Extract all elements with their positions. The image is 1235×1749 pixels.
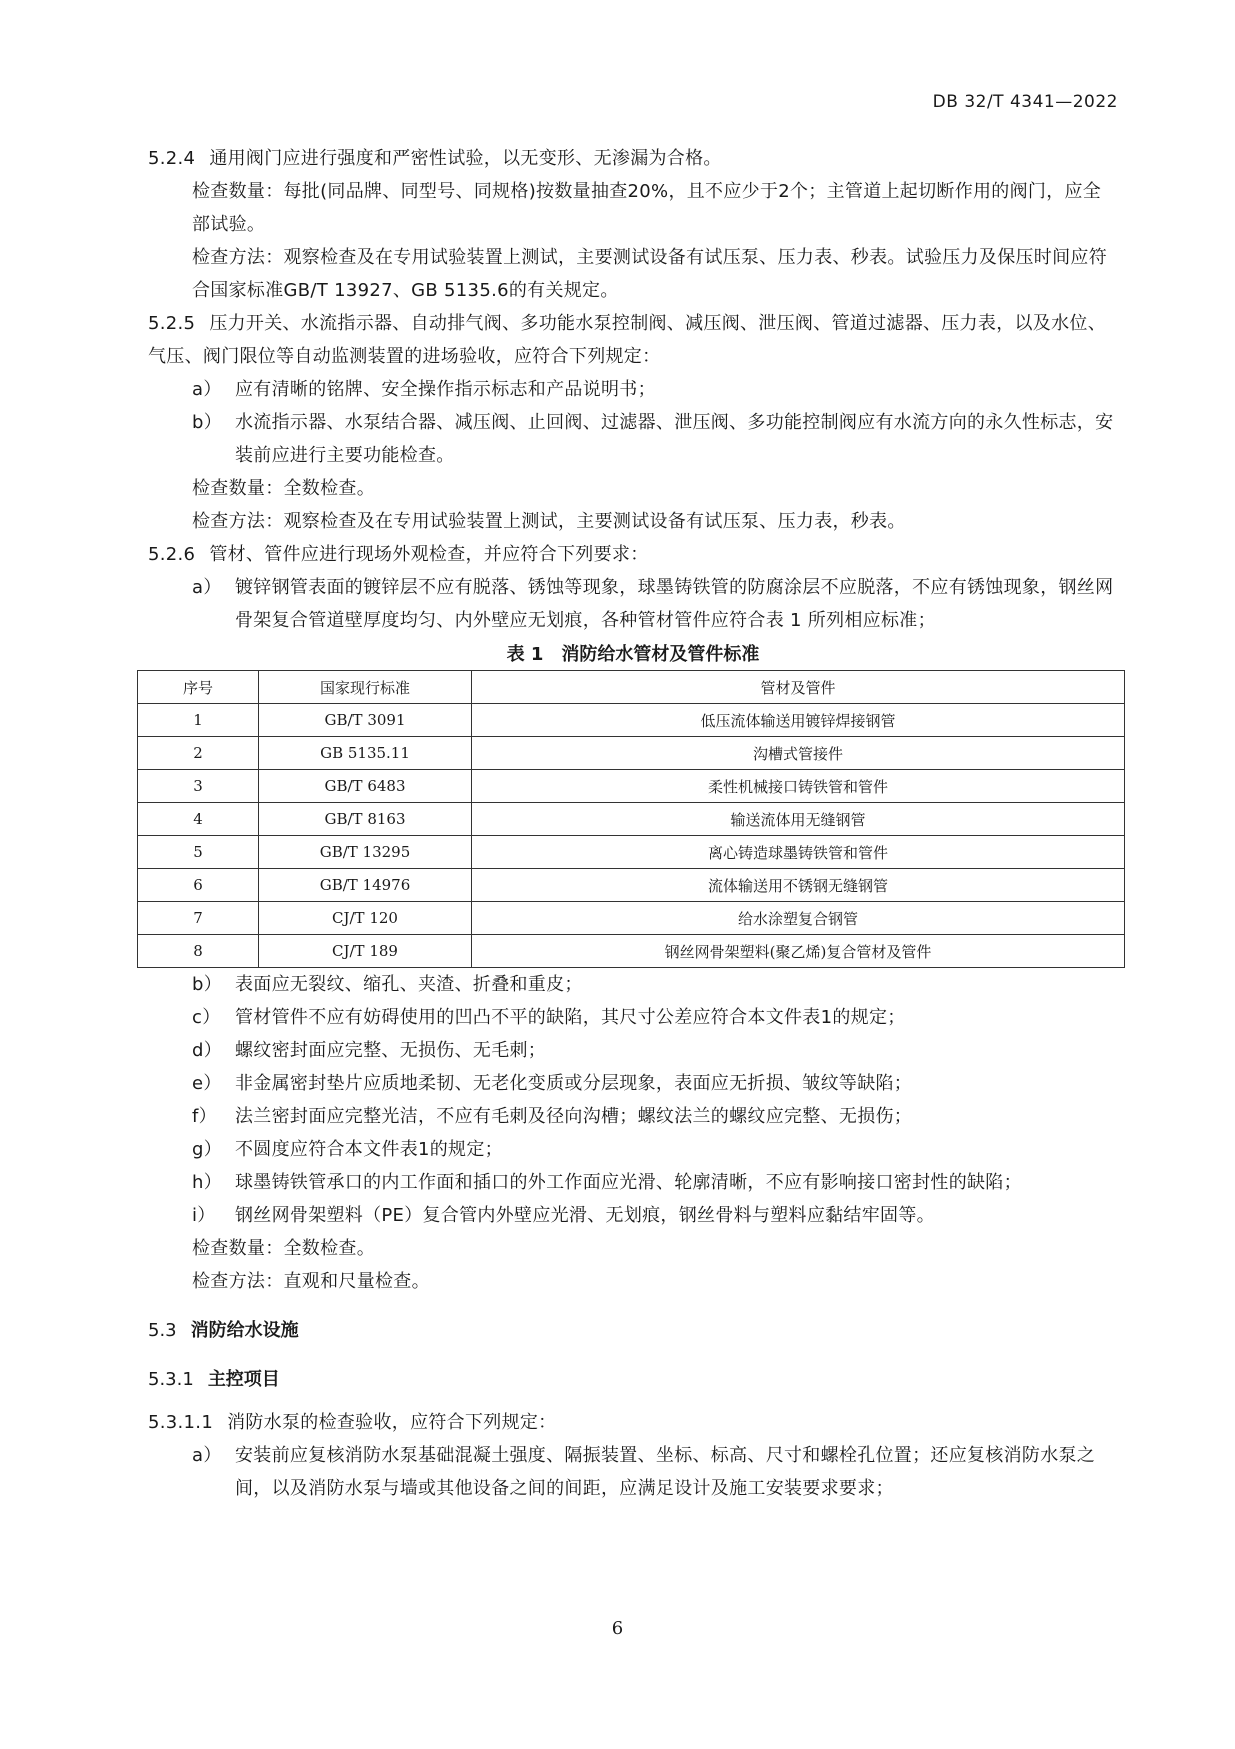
item-label: b）: [192, 412, 223, 433]
cell-standard: GB/T 3091: [259, 704, 472, 737]
table-row: [138, 704, 1125, 737]
cell-standard: GB/T 13295: [259, 836, 472, 869]
cell-index: 8: [138, 935, 259, 968]
cell-standard: GB/T 6483: [259, 770, 472, 803]
section-heading-5-3-1: [148, 1363, 1118, 1396]
item-label: a）: [192, 1445, 222, 1466]
table-row: [138, 737, 1125, 770]
clause-number: 5.3.1.1: [148, 1412, 214, 1433]
clause-number: 5.2.5: [148, 313, 196, 334]
section-title: 消防给水设施: [190, 1320, 299, 1341]
item-text: 安装前应复核消防水泵基础混凝土强度、隔振装置、坐标、标高、尺寸和螺栓孔位置；还应复核消防水泵之间，以及消防水泵与墙或其他设备之间的间距，应满足设计及施工安装要求要求；: [235, 1445, 1096, 1499]
cell-index: 1: [138, 704, 259, 737]
cell-standard: CJ/T 120: [259, 902, 472, 935]
column-header: 管材及管件: [472, 671, 1125, 704]
table-row: [138, 803, 1125, 836]
section-title: 主控项目: [207, 1369, 280, 1390]
item-text: 水流指示器、水泵结合器、减压阀、止回阀、过滤器、泄压阀、多功能控制阀应有水流方向的永久性标志，安装前应进行主要功能检查。: [235, 412, 1114, 466]
clause-text: 通用阀门应进行强度和严密性试验，以无变形、无渗漏为合格。: [209, 148, 722, 169]
clause-text: 消防水泵的检查验收，应符合下列规定：: [227, 1412, 557, 1433]
list-item: [148, 1439, 1118, 1505]
item-label: b）: [192, 974, 223, 995]
clause-number: 5.2.6: [148, 544, 196, 565]
page-content: [148, 142, 1118, 1505]
item-label: d）: [192, 1040, 223, 1061]
list-item: [148, 1001, 1118, 1034]
cell-index: 7: [138, 902, 259, 935]
inspection-quantity: 检查数量：每批(同品牌、同型号、同规格)按数量抽查20%，且不应少于2个；主管道上起切断作用的阀门，应全部试验。: [192, 181, 1102, 235]
column-header: 国家现行标准: [259, 671, 472, 704]
clause-text: 压力开关、水流指示器、自动排气阀、多功能水泵控制阀、减压阀、泄压阀、管道过滤器、压力表，以及水位、气压、阀门限位等自动监测装置的进场验收，应符合下列规定：: [148, 313, 1107, 367]
cell-index: 4: [138, 803, 259, 836]
cell-standard: GB/T 8163: [259, 803, 472, 836]
cell-product: 输送流体用无缝钢管: [472, 803, 1125, 836]
cell-standard: CJ/T 189: [259, 935, 472, 968]
item-text: 非金属密封垫片应质地柔韧、无老化变质或分层现象，表面应无折损、皱纹等缺陷；: [235, 1073, 913, 1094]
cell-product: 给水涂塑复合钢管: [472, 902, 1125, 935]
standards-table: [137, 670, 1125, 968]
page-number: 6: [611, 1618, 624, 1639]
cell-index: 2: [138, 737, 259, 770]
item-label: h）: [192, 1172, 223, 1193]
list-item: [148, 968, 1118, 1001]
inspection-quantity: 检查数量：全数检查。: [192, 478, 375, 499]
cell-product: 流体输送用不锈钢无缝钢管: [472, 869, 1125, 902]
item-label: a）: [192, 379, 222, 400]
cell-standard: GB 5135.11: [259, 737, 472, 770]
clause-number: 5.2.4: [148, 148, 196, 169]
table-header-row: [138, 671, 1125, 704]
item-text: 钢丝网骨架塑料（PE）复合管内外壁应光滑、无划痕，钢丝骨料与塑料应黏结牢固等。: [235, 1205, 935, 1226]
cell-index: 3: [138, 770, 259, 803]
item-text: 表面应无裂纹、缩孔、夹渣、折叠和重皮；: [235, 974, 583, 995]
table-row: [138, 902, 1125, 935]
item-label: f）: [192, 1106, 217, 1127]
list-item: [148, 1067, 1118, 1100]
item-text: 镀锌钢管表面的镀锌层不应有脱落、锈蚀等现象，球墨铸铁管的防腐涂层不应脱落，不应有锈蚀现象，钢丝网骨架复合管道壁厚度均匀、内外壁应无划痕，各种管材管件应符合表 1 所列相应标准；: [235, 577, 1114, 631]
list-item: [148, 1100, 1118, 1133]
cell-index: 5: [138, 836, 259, 869]
item-text: 螺纹密封面应完整、无损伤、无毛刺；: [235, 1040, 547, 1061]
section-number: 5.3.1: [148, 1369, 194, 1390]
item-label: i）: [192, 1205, 216, 1226]
table-row: [138, 869, 1125, 902]
inspection-method: 检查方法：观察检查及在专用试验装置上测试，主要测试设备有试压泵、压力表，秒表。: [192, 511, 906, 532]
list-item: [148, 571, 1118, 637]
cell-product: 低压流体输送用镀锌焊接钢管: [472, 704, 1125, 737]
clause-5-3-1-1: [148, 1406, 1118, 1439]
inspection-method: 检查方法：直观和尺量检查。: [192, 1271, 430, 1292]
item-text: 应有清晰的铭牌、安全操作指示标志和产品说明书；: [235, 379, 656, 400]
cell-product: 沟槽式管接件: [472, 737, 1125, 770]
list-item: [148, 1166, 1118, 1199]
item-text: 管材管件不应有妨碍使用的凹凸不平的缺陷，其尺寸公差应符合本文件表1的规定；: [235, 1007, 906, 1028]
clause-5-2-4: [148, 142, 1118, 175]
cell-product: 离心铸造球墨铸铁管和管件: [472, 836, 1125, 869]
document-code: DB 32/T 4341—2022: [932, 92, 1118, 112]
item-text: 不圆度应符合本文件表1的规定；: [235, 1139, 503, 1160]
clause-5-2-6: [148, 538, 1118, 571]
column-header: 序号: [138, 671, 259, 704]
inspection-quantity: 检查数量：全数检查。: [192, 1238, 375, 1259]
item-label: g）: [192, 1139, 223, 1160]
section-number: 5.3: [148, 1320, 177, 1341]
table-row: [138, 935, 1125, 968]
section-heading-5-3: [148, 1314, 1118, 1347]
item-label: a）: [192, 577, 222, 598]
cell-product: 钢丝网骨架塑料(聚乙烯)复合管材及管件: [472, 935, 1125, 968]
list-item: [148, 373, 1118, 406]
cell-index: 6: [138, 869, 259, 902]
item-label: c）: [192, 1007, 221, 1028]
cell-standard: GB/T 14976: [259, 869, 472, 902]
cell-product: 柔性机械接口铸铁管和管件: [472, 770, 1125, 803]
item-label: e）: [192, 1073, 222, 1094]
clause-text: 管材、管件应进行现场外观检查，并应符合下列要求：: [209, 544, 649, 565]
list-item: [148, 406, 1118, 472]
clause-5-2-5: [148, 307, 1118, 373]
item-text: 法兰密封面应完整光洁，不应有毛刺及径向沟槽；螺纹法兰的螺纹应完整、无损伤；: [235, 1106, 913, 1127]
item-text: 球墨铸铁管承口的内工作面和插口的外工作面应光滑、轮廓清晰，不应有影响接口密封性的缺陷；: [235, 1172, 1022, 1193]
list-item: [148, 1133, 1118, 1166]
list-item: [148, 1034, 1118, 1067]
table-row: [138, 836, 1125, 869]
table-row: [138, 770, 1125, 803]
table-caption: 表 1 消防给水管材及管件标准: [506, 644, 760, 665]
list-item: [148, 1199, 1118, 1232]
inspection-method: 检查方法：观察检查及在专用试验装置上测试，主要测试设备有试压泵、压力表、秒表。试验压力及保压时间应符合国家标准GB/T 13927、GB 5135.6的有关规定。: [192, 247, 1107, 301]
